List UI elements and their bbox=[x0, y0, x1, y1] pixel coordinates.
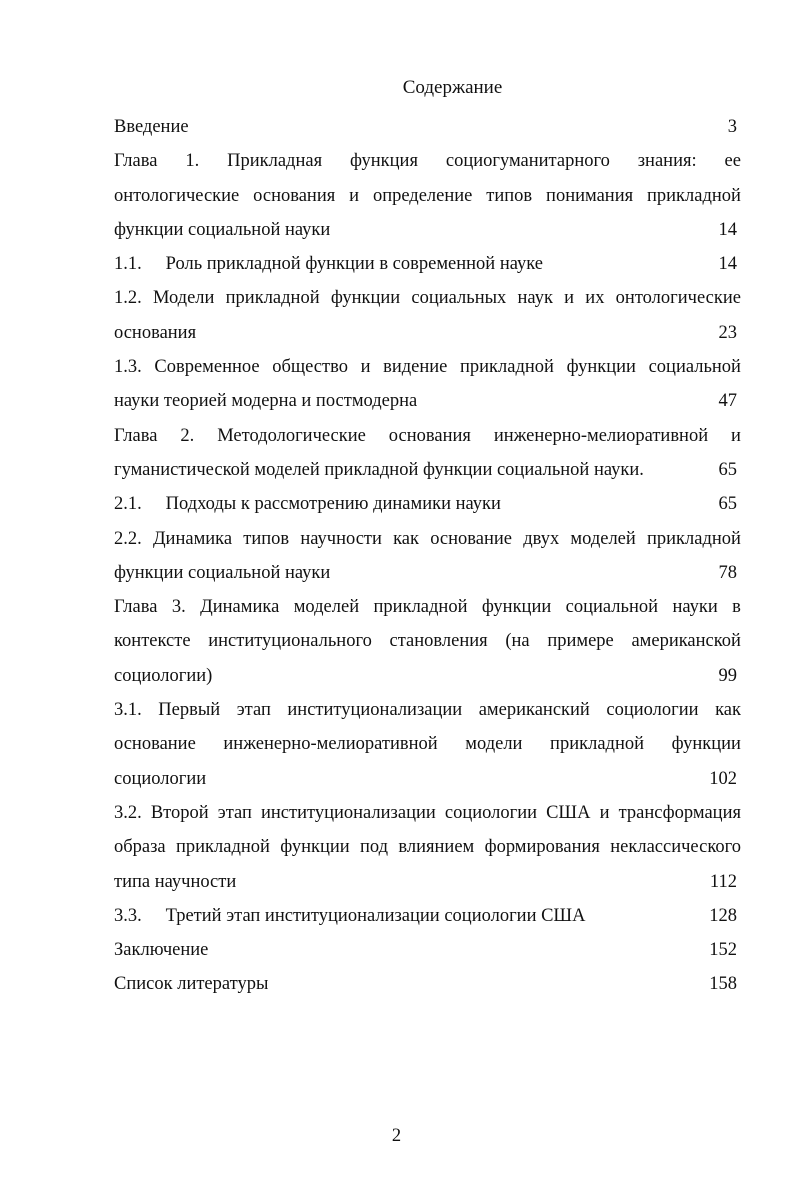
toc-word: (на bbox=[505, 631, 530, 652]
toc-entry-text bbox=[114, 865, 697, 899]
toc-word: 2.1. bbox=[114, 494, 142, 515]
toc-word: Второй bbox=[150, 802, 209, 823]
toc-entry bbox=[114, 590, 741, 693]
toc-word: примере bbox=[547, 631, 614, 652]
toc-word: прикладной bbox=[647, 185, 741, 206]
toc-word: функции bbox=[330, 288, 401, 309]
toc-word: под bbox=[360, 837, 389, 858]
toc-word: инженерно-мелиоративной bbox=[223, 734, 438, 755]
toc-entry bbox=[114, 933, 741, 967]
toc-word: научности bbox=[300, 528, 382, 549]
toc-word: типов bbox=[243, 528, 290, 549]
toc-page-number: 14 bbox=[718, 219, 737, 240]
toc-entry-text bbox=[114, 762, 697, 796]
toc-entry-line bbox=[114, 762, 741, 796]
toc-entry-line bbox=[114, 110, 741, 144]
toc-page-number: 112 bbox=[709, 871, 737, 892]
toc-word: социогуманитарного bbox=[445, 151, 610, 172]
toc-word: в bbox=[732, 597, 741, 618]
toc-word: прикладной bbox=[550, 734, 644, 755]
toc-word: основание bbox=[430, 528, 512, 549]
toc-page-number: 128 bbox=[709, 905, 737, 926]
toc-word: Прикладная bbox=[227, 151, 323, 172]
toc-entry bbox=[114, 967, 741, 1001]
toc-word: прикладной bbox=[176, 837, 270, 858]
toc-entry bbox=[114, 899, 741, 933]
toc-word: функция bbox=[349, 151, 418, 172]
toc-word: социальной bbox=[648, 357, 741, 378]
toc-entry-line bbox=[114, 487, 741, 521]
toc-word: функции bbox=[481, 597, 552, 618]
toc-word: социальных bbox=[411, 288, 507, 309]
toc-entry-text bbox=[114, 110, 697, 144]
toc-entry bbox=[114, 522, 741, 591]
toc-word: наук bbox=[517, 288, 553, 309]
toc-entry bbox=[114, 247, 741, 281]
toc-entry-text bbox=[114, 487, 697, 521]
toc-word: прикладной bbox=[225, 288, 320, 309]
toc-entry-text bbox=[114, 933, 697, 967]
toc-entry-line bbox=[114, 384, 741, 418]
toc-word: инженерно-мелиоративной bbox=[493, 425, 709, 446]
page-number: 2 bbox=[391, 1126, 402, 1146]
toc-entry-line bbox=[114, 624, 741, 658]
toc-entry-line bbox=[114, 899, 741, 933]
toc-entry-text bbox=[114, 556, 697, 590]
toc-word: Роль прикладной функции в современной науке bbox=[165, 254, 543, 275]
toc-word: этап bbox=[217, 802, 252, 823]
toc-entry-text bbox=[114, 316, 697, 350]
toc-word: неклассического bbox=[610, 837, 741, 858]
toc-entry-text bbox=[114, 659, 697, 693]
table-of-contents bbox=[114, 110, 741, 1002]
toc-entry bbox=[114, 693, 741, 796]
toc-word: Методологические bbox=[217, 425, 366, 446]
toc-word: 3.3. bbox=[114, 905, 142, 926]
toc-page-number: 23 bbox=[718, 322, 737, 343]
toc-word: видение bbox=[383, 357, 448, 378]
toc-word: Подходы к рассмотрению динамики науки bbox=[165, 494, 501, 515]
toc-word: 1.1. bbox=[114, 254, 142, 275]
toc-entry-line bbox=[114, 590, 741, 624]
toc-word: основания bbox=[388, 425, 471, 446]
toc-page-number: 65 bbox=[718, 494, 737, 515]
toc-word: социологии) bbox=[114, 665, 213, 686]
toc-page-number: 158 bbox=[709, 974, 737, 995]
toc-word: институционализации bbox=[261, 802, 436, 823]
toc-entry-text bbox=[114, 967, 697, 1001]
toc-word: определение bbox=[372, 185, 473, 206]
toc-word: Глава bbox=[114, 425, 158, 446]
toc-word: и bbox=[349, 185, 360, 206]
toc-word: социологии bbox=[606, 700, 699, 721]
toc-entry-line bbox=[114, 522, 741, 556]
toc-word: 2.2. bbox=[114, 528, 142, 549]
toc-entry-line bbox=[114, 247, 741, 281]
toc-entry bbox=[114, 487, 741, 521]
toc-word: 1.3. bbox=[114, 357, 142, 378]
toc-word: функции социальной науки bbox=[114, 562, 331, 583]
toc-word: онтологические bbox=[615, 288, 741, 309]
toc-entry bbox=[114, 796, 741, 899]
toc-entry-line bbox=[114, 659, 741, 693]
toc-page-number: 14 bbox=[718, 254, 737, 275]
toc-entry-text bbox=[114, 899, 697, 933]
toc-word: прикладной bbox=[646, 528, 741, 549]
toc-word: Третий этап институционализации социологии США bbox=[165, 905, 586, 926]
toc-word: как bbox=[393, 528, 420, 549]
toc-word: трансформация bbox=[618, 802, 741, 823]
toc-entry-line bbox=[114, 796, 741, 830]
toc-page-number: 99 bbox=[718, 665, 737, 686]
toc-entry bbox=[114, 110, 741, 144]
toc-entry-line bbox=[114, 556, 741, 590]
toc-word: Список литературы bbox=[114, 974, 269, 995]
toc-entry-line bbox=[114, 350, 741, 384]
toc-word: 2. bbox=[180, 425, 195, 446]
toc-word: моделей bbox=[570, 528, 636, 549]
toc-word: социальной bbox=[565, 597, 659, 618]
toc-page-number: 47 bbox=[718, 391, 737, 412]
toc-word: Модели bbox=[152, 288, 215, 309]
toc-word: моделей bbox=[293, 597, 360, 618]
toc-entry-line bbox=[114, 316, 741, 350]
toc-word: онтологические bbox=[114, 185, 240, 206]
toc-entry bbox=[114, 350, 741, 419]
toc-entry-text bbox=[114, 384, 697, 418]
toc-word: Глава bbox=[114, 597, 158, 618]
toc-entry-text bbox=[114, 213, 697, 247]
toc-word: Первый bbox=[158, 700, 221, 721]
toc-word: основания bbox=[114, 322, 197, 343]
toc-word: типа научности bbox=[114, 871, 237, 892]
toc-word: 1.2. bbox=[114, 288, 142, 309]
toc-word: функции bbox=[566, 357, 636, 378]
toc-word: ее bbox=[724, 151, 741, 172]
toc-word: Заключение bbox=[114, 940, 209, 961]
toc-entry-line bbox=[114, 727, 741, 761]
toc-word: основание bbox=[114, 734, 196, 755]
toc-page-number: 102 bbox=[709, 768, 737, 789]
toc-word: институционального bbox=[208, 631, 372, 652]
toc-word: становления bbox=[389, 631, 488, 652]
toc-word: типов bbox=[486, 185, 533, 206]
toc-entry-line bbox=[114, 865, 741, 899]
toc-entry bbox=[114, 281, 741, 350]
toc-word: их bbox=[585, 288, 605, 309]
toc-word: функции bbox=[280, 837, 350, 858]
toc-word: формирования bbox=[484, 837, 600, 858]
toc-word: контексте bbox=[114, 631, 191, 652]
toc-word: основания bbox=[253, 185, 336, 206]
toc-page-number: 152 bbox=[709, 940, 737, 961]
toc-entry-line bbox=[114, 179, 741, 213]
toc-word: Современное bbox=[154, 357, 260, 378]
toc-word: и bbox=[731, 425, 741, 446]
toc-entry-line bbox=[114, 830, 741, 864]
toc-word: этап bbox=[236, 700, 271, 721]
toc-word: американский bbox=[478, 700, 590, 721]
toc-entry-line bbox=[114, 967, 741, 1001]
toc-entry-line bbox=[114, 453, 741, 487]
toc-word: Динамика bbox=[200, 597, 280, 618]
toc-word: прикладной bbox=[373, 597, 468, 618]
toc-word: и bbox=[564, 288, 575, 309]
toc-word: как bbox=[715, 700, 741, 721]
toc-word: американской bbox=[631, 631, 741, 652]
toc-word: и bbox=[599, 802, 610, 823]
toc-word: Динамика bbox=[152, 528, 233, 549]
toc-word: модели bbox=[465, 734, 523, 755]
toc-entry bbox=[114, 144, 741, 247]
toc-entry-text bbox=[114, 247, 697, 281]
toc-page-number: 65 bbox=[718, 459, 737, 480]
toc-word: гуманистической моделей прикладной функции социальной науки. bbox=[114, 459, 644, 480]
toc-word: 3. bbox=[171, 597, 186, 618]
toc-word: науки теорией модерна и постмодерна bbox=[114, 391, 418, 412]
toc-word: институционализации bbox=[287, 700, 463, 721]
toc-word: социологии bbox=[444, 802, 537, 823]
toc-word: функции социальной науки bbox=[114, 219, 331, 240]
toc-word: США bbox=[546, 802, 591, 823]
toc-word: науки bbox=[672, 597, 718, 618]
toc-entry-line bbox=[114, 693, 741, 727]
toc-word: Введение bbox=[114, 117, 189, 137]
toc-word: понимания bbox=[546, 185, 634, 206]
toc-word: Глава bbox=[114, 151, 158, 172]
toc-entry-line bbox=[114, 933, 741, 967]
toc-word: 3.1. bbox=[114, 700, 142, 721]
toc-entry-line bbox=[114, 213, 741, 247]
toc-word: функции bbox=[671, 734, 741, 755]
page-title: Содержание bbox=[402, 77, 503, 98]
toc-word: общество bbox=[272, 357, 348, 378]
toc-word: влиянием bbox=[398, 837, 475, 858]
toc-page-number: 3 bbox=[727, 117, 737, 137]
toc-word: знания: bbox=[637, 151, 697, 172]
toc-word: социологии bbox=[114, 768, 207, 789]
toc-word: и bbox=[360, 357, 371, 378]
toc-word: двух bbox=[523, 528, 560, 549]
toc-word: образа bbox=[114, 837, 166, 858]
toc-entry-line bbox=[114, 144, 741, 178]
toc-entry bbox=[114, 419, 741, 488]
toc-entry-line bbox=[114, 281, 741, 315]
toc-entry-line bbox=[114, 419, 741, 453]
toc-word: прикладной bbox=[460, 357, 554, 378]
toc-entry-text bbox=[114, 453, 697, 487]
toc-page-number: 78 bbox=[718, 562, 737, 583]
toc-word: 1. bbox=[185, 151, 200, 172]
toc-word: 3.2. bbox=[114, 802, 142, 823]
